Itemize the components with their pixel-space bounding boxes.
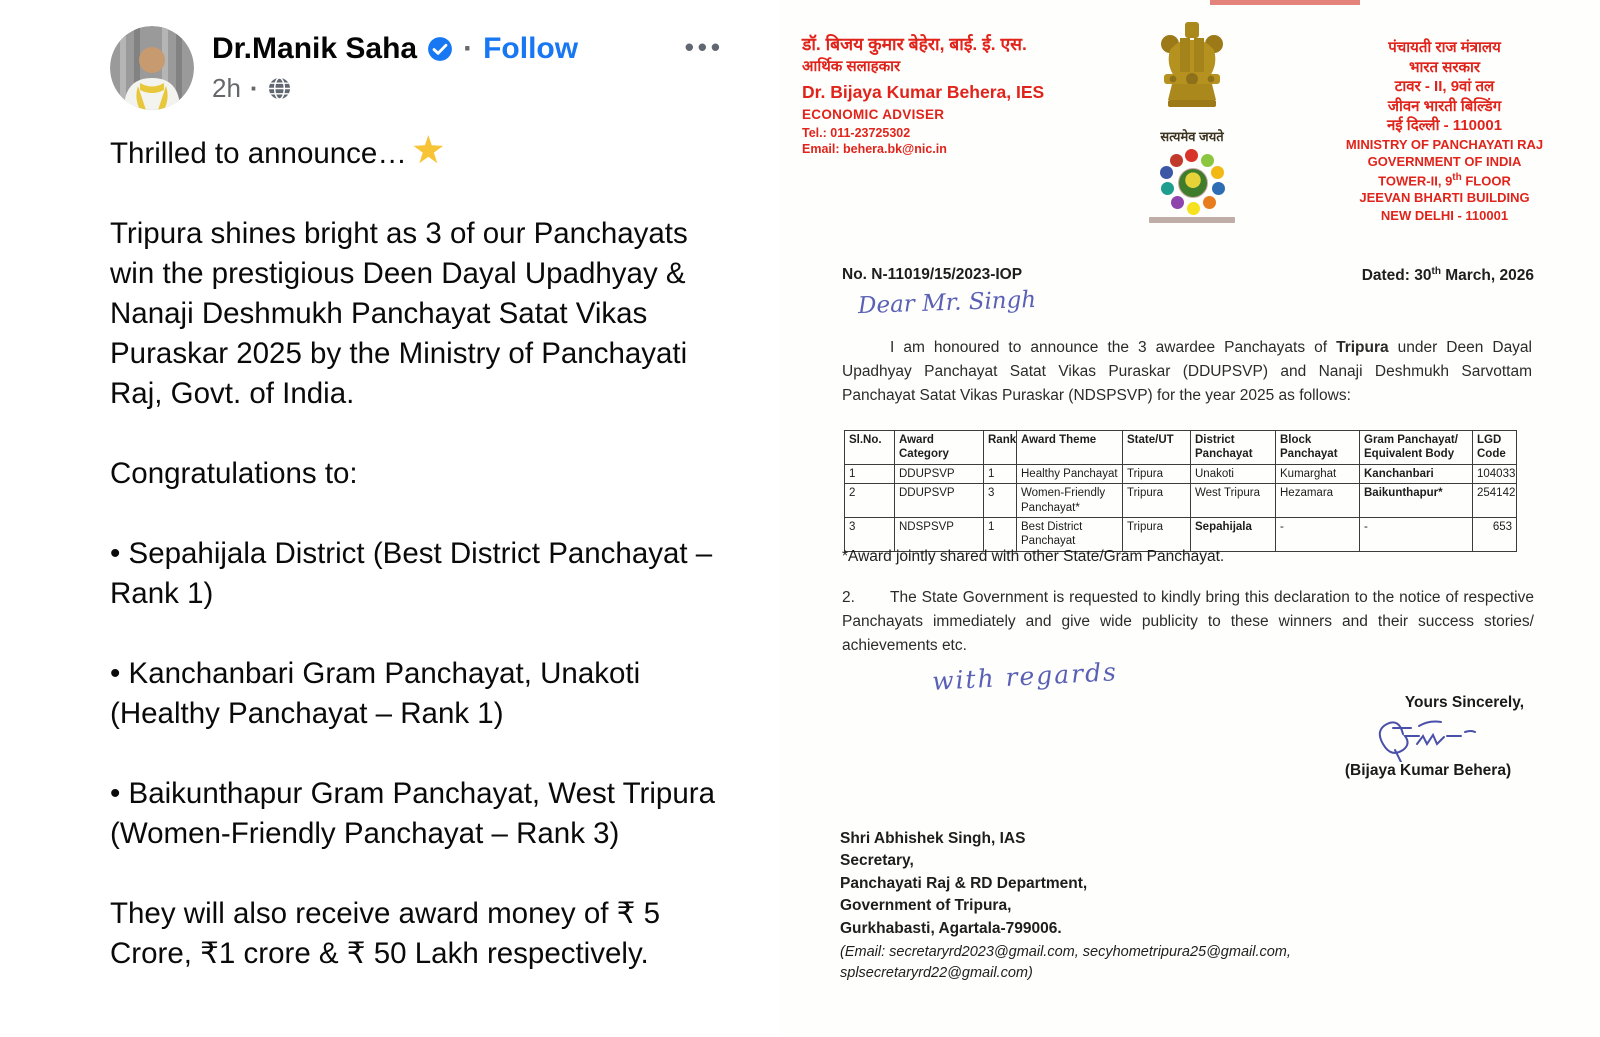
ministry-hindi-line: भारत सरकार <box>1408 58 1481 76</box>
handwritten-regards: with regards <box>931 657 1119 696</box>
cell-block: Hezamara <box>1276 484 1360 518</box>
ministry-english-line: GOVERNMENT OF INDIA <box>1367 154 1522 170</box>
recipient-department: Panchayati Raj & RD Department, <box>840 874 1088 892</box>
closing-block <box>1332 694 1524 780</box>
awards-table <box>844 430 1517 552</box>
follow-button[interactable]: Follow <box>483 32 579 65</box>
sender-name: Dr. Bijaya Kumar Behera, IES <box>802 81 1045 102</box>
star-emoji-icon <box>413 135 444 166</box>
letterhead-sender-block <box>802 34 1082 158</box>
cell-award-theme: Women-Friendly Panchayat* <box>1017 484 1123 518</box>
paragraph-text: under Deen Dayal Upadhyay Panchayat Satat Vikas Puraskar (DDUPSVP) and Nanaji Deshmukh Sarvottam Panchayat Satat Vikas Puraskar (NDSPSVP) for the year 2025 as follows: <box>842 339 1532 405</box>
column-header: Award Theme <box>1017 431 1123 465</box>
ashoka-emblem-icon <box>1156 20 1228 120</box>
post-paragraph: Congratulations to: <box>110 457 358 490</box>
cell-award-theme: Best District Panchayat <box>1017 517 1123 551</box>
column-header: Sl.No. <box>845 431 895 465</box>
post-paragraph: • Sepahijala District (Best District Panchayat – Rank 1) <box>110 537 713 610</box>
ministry-hindi-line: पंचायती राज मंत्रालय <box>1388 39 1501 56</box>
scan-edge-artifact <box>1210 0 1360 5</box>
cell-district: Unakoti <box>1191 464 1276 483</box>
ministry-english-line: NEW DELHI - 110001 <box>1380 208 1509 224</box>
column-header: Rank <box>984 431 1017 465</box>
paragraph-text: The State Government is requested to kindly bring this declaration to the notice of respective Panchayats immediately and give wide publicity to these winners and their success stories/ achievements etc. <box>842 589 1534 655</box>
timestamp[interactable]: 2h <box>212 73 241 103</box>
cell-district: West Tripura <box>1191 484 1276 518</box>
ministry-hindi-line: नई दिल्ली - 110001 <box>1386 117 1503 134</box>
ministry-english-line <box>1332 171 1557 190</box>
sender-title-hindi: आर्थिक सलाहकार <box>802 57 901 75</box>
date-superscript: th <box>1431 266 1441 277</box>
cell-block: - <box>1276 517 1360 551</box>
cell-lgd-code: 104033 <box>1473 464 1517 483</box>
cell-gram-panchayat: Kanchanbari <box>1360 464 1473 483</box>
table-header-row <box>845 431 1517 465</box>
cell-gram-panchayat: Baikunthapur* <box>1360 484 1473 518</box>
tower-line: TOWER-II, 9 <box>1378 172 1453 188</box>
tower-line-suffix: FLOOR <box>1461 172 1511 188</box>
satyameva-jayate-motto: सत्यमेव जयते <box>1160 129 1224 144</box>
recipient-address: Gurkhabasti, Agartala-799006. <box>840 919 1062 937</box>
recipient-name: Shri Abhishek Singh, IAS <box>840 830 1026 847</box>
letter-paragraph-2 <box>842 586 1534 659</box>
ministry-english-line: JEEVAN BHARTI BUILDING <box>1359 190 1530 206</box>
letter-paragraph-1 <box>842 336 1532 409</box>
post-line: Thrilled to announce… <box>110 137 407 170</box>
column-header: Block Panchayat <box>1276 431 1360 465</box>
signature-icon <box>1373 714 1483 762</box>
cell-award-theme: Healthy Panchayat <box>1017 464 1123 483</box>
post-text <box>110 134 730 974</box>
post-menu-button[interactable]: ••• <box>684 32 724 62</box>
cell-award-category: DDUPSVP <box>895 464 984 483</box>
cell-slno: 2 <box>845 484 895 518</box>
cell-state: Tripura <box>1123 517 1191 551</box>
table-row <box>845 464 1517 483</box>
paragraph-bold-text: Tripura <box>1336 339 1389 356</box>
recipient-designation: Secretary, <box>840 852 914 870</box>
recipient-block <box>840 828 1400 983</box>
verified-badge-icon <box>427 36 453 62</box>
table-footnote: *Award jointly shared with other State/Gram Panchayat. <box>842 548 1225 565</box>
table-row <box>845 517 1517 551</box>
letterhead-emblem-block <box>1122 20 1262 223</box>
sender-phone: Tel.: 011-23725302 <box>802 126 911 141</box>
date-text-suffix: March, 2026 <box>1440 267 1534 285</box>
avatar[interactable] <box>110 26 194 110</box>
logo-caption-illegible <box>1149 217 1235 223</box>
sender-title: ECONOMIC ADVISER <box>802 106 945 122</box>
column-header: Gram Panchayat/ Equivalent Body <box>1360 431 1473 465</box>
cell-slno: 1 <box>845 464 895 483</box>
column-header: Award Category <box>895 431 984 465</box>
cell-lgd-code: 254142 <box>1473 484 1517 518</box>
letter-attachment <box>780 0 1600 1037</box>
closing-salutation: Yours Sincerely, <box>1404 694 1524 711</box>
reference-row <box>842 266 1534 285</box>
column-header: State/UT <box>1123 431 1191 465</box>
recipient-emails: (Email: secretaryrd2023@gmail.com, secyhometripura25@gmail.com, splsecretaryrd22@gmail.com) <box>840 944 1291 981</box>
globe-privacy-icon <box>268 77 291 100</box>
post-paragraph: • Kanchanbari Gram Panchayat, Unakoti (Healthy Panchayat – Rank 1) <box>110 657 641 730</box>
cell-rank: 1 <box>984 464 1017 483</box>
sender-email: Email: behera.bk@nic.in <box>802 142 947 156</box>
cell-state: Tripura <box>1123 464 1191 483</box>
social-post <box>0 0 780 1037</box>
date-text: Dated: 30 <box>1361 267 1432 285</box>
cell-award-category: DDUPSVP <box>895 484 984 518</box>
cell-district: Sepahijala <box>1191 517 1276 551</box>
cell-block: Kumarghat <box>1276 464 1360 483</box>
recipient-government: Government of Tripura, <box>840 897 1012 915</box>
post-header <box>110 26 724 110</box>
column-header: LGD Code <box>1473 431 1517 465</box>
ministry-hindi-line: जीवन भारती बिल्डिंग <box>1387 97 1502 115</box>
separator: · <box>249 73 259 103</box>
cell-state: Tripura <box>1123 484 1191 518</box>
avatar-photo <box>110 26 194 110</box>
letterhead-ministry-block <box>1332 38 1557 225</box>
post-paragraph: Tripura shines bright as 3 of our Panchayats win the prestigious Deen Dayal Upadhyay & Nanaji Deshmukh Panchayat Satat Vikas Puraskar 2025 by the Ministry of Panchayati Raj, Govt. of India. <box>110 217 688 410</box>
cell-award-category: NDSPSVP <box>895 517 984 551</box>
tower-superscript: th <box>1452 171 1462 183</box>
signer-name: (Bijaya Kumar Behera) <box>1344 762 1512 779</box>
table-row <box>845 484 1517 518</box>
ministry-english-line: MINISTRY OF PANCHAYATI RAJ <box>1345 136 1544 152</box>
author-name[interactable]: Dr.Manik Saha <box>212 32 418 65</box>
separator: · <box>463 32 474 65</box>
column-header: District Panchayat <box>1191 431 1276 465</box>
cell-rank: 3 <box>984 484 1017 518</box>
cell-rank: 1 <box>984 517 1017 551</box>
cell-slno: 3 <box>845 517 895 551</box>
cell-lgd-code: 653 <box>1473 517 1517 551</box>
post-paragraph: They will also receive award money of ₹ 5 Crore, ₹1 crore & ₹ 50 Lakh respectively. <box>110 897 660 970</box>
post-paragraph <box>110 134 730 174</box>
paragraph-number: 2. <box>842 589 855 606</box>
reference-number: No. N-11019/15/2023-IOP <box>842 266 1023 283</box>
post-paragraph: • Baikunthapur Gram Panchayat, West Tripura (Women-Friendly Panchayat – Rank 3) <box>110 777 715 850</box>
ministry-logo-icon <box>1159 149 1225 215</box>
cell-gram-panchayat: - <box>1360 517 1473 551</box>
handwritten-salutation: Dear Mr. Singh <box>857 286 1037 320</box>
sender-name-hindi: डॉ. बिजय कुमार बेहेरा, बाई. ई. एस. <box>802 34 1027 54</box>
paragraph-text: I am honoured to announce the 3 awardee Panchayats of <box>890 339 1337 356</box>
letter-date <box>1362 266 1534 285</box>
ministry-hindi-line: टावर - II, 9वां तल <box>1394 78 1495 95</box>
